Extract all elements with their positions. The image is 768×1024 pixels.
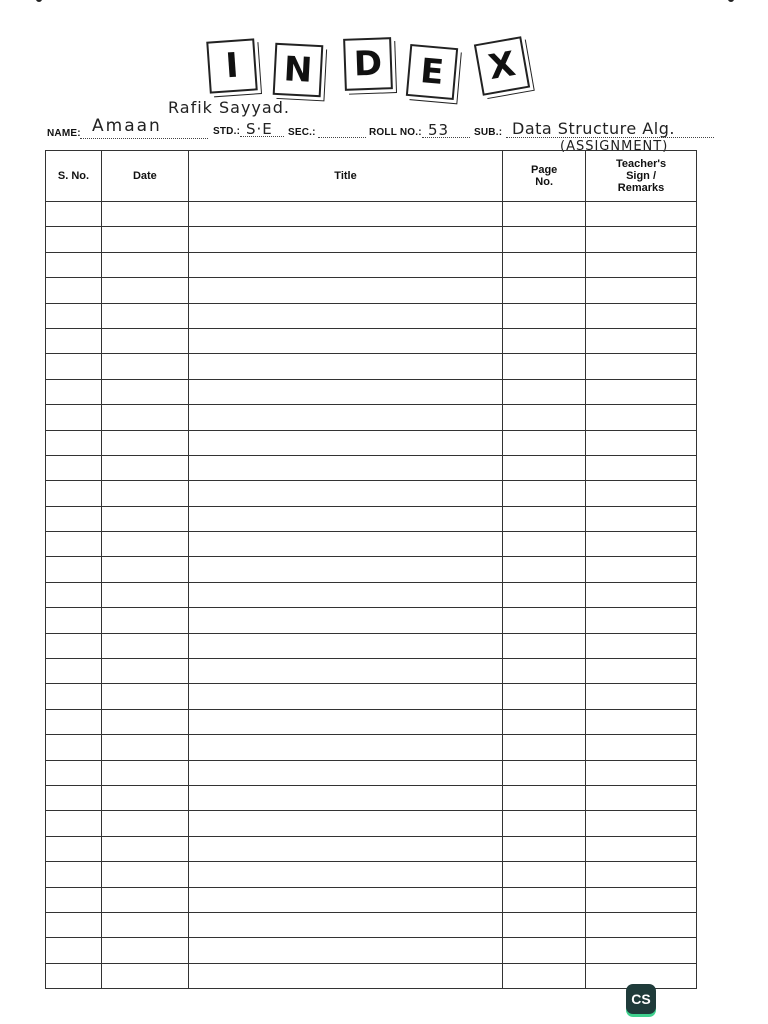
name-underline <box>80 138 208 139</box>
table-cell <box>188 760 502 785</box>
table-cell <box>503 455 586 480</box>
table-cell <box>586 582 697 607</box>
table-cell <box>188 633 502 658</box>
table-row <box>46 278 697 303</box>
table-cell <box>586 912 697 937</box>
table-cell <box>188 557 502 582</box>
table-cell <box>503 481 586 506</box>
table-cell <box>101 354 188 379</box>
table-cell <box>101 811 188 836</box>
table-row <box>46 659 697 684</box>
table-row <box>46 328 697 353</box>
table-cell <box>503 557 586 582</box>
roll-no-label: ROLL NO.: <box>369 127 422 138</box>
header-sign-line1: Teacher's <box>615 158 667 170</box>
table-cell <box>586 455 697 480</box>
table-cell <box>101 709 188 734</box>
table-cell <box>503 862 586 887</box>
table-cell <box>46 760 102 785</box>
table-cell <box>586 328 697 353</box>
table-cell <box>46 328 102 353</box>
table-cell <box>46 582 102 607</box>
table-cell <box>503 735 586 760</box>
title-letter-tile: I <box>206 38 258 93</box>
table-cell <box>101 252 188 277</box>
table-cell <box>586 227 697 252</box>
subject-value: Data Structure Alg. <box>512 119 675 138</box>
table-row <box>46 684 697 709</box>
table-row <box>46 481 697 506</box>
header-teacher-sign <box>586 151 697 202</box>
table-row <box>46 202 697 227</box>
table-cell <box>503 252 586 277</box>
header-page-line1: Page <box>531 164 558 176</box>
table-row <box>46 862 697 887</box>
table-cell <box>503 303 586 328</box>
table-row <box>46 506 697 531</box>
table-cell <box>503 659 586 684</box>
table-cell <box>188 684 502 709</box>
table-row <box>46 811 697 836</box>
table-cell <box>503 709 586 734</box>
table-cell <box>101 735 188 760</box>
roll-no-value: 53 <box>428 121 450 139</box>
table-cell <box>586 938 697 963</box>
page-corner-mark <box>728 0 734 2</box>
table-cell <box>46 785 102 810</box>
table-cell <box>46 811 102 836</box>
table-row <box>46 785 697 810</box>
table-cell <box>101 760 188 785</box>
table-cell <box>586 506 697 531</box>
table-cell <box>101 684 188 709</box>
table-cell <box>46 684 102 709</box>
table-cell <box>586 202 697 227</box>
table-cell <box>586 811 697 836</box>
table-row <box>46 354 697 379</box>
sec-underline <box>318 137 366 138</box>
std-value: S·E <box>246 120 273 138</box>
table-cell <box>503 582 586 607</box>
table-cell <box>188 354 502 379</box>
table-cell <box>503 379 586 404</box>
table-cell <box>46 633 102 658</box>
header-sno: S. No. <box>46 151 102 202</box>
table-cell <box>101 278 188 303</box>
table-cell <box>586 430 697 455</box>
title-letter-tile: X <box>474 36 530 96</box>
table-cell <box>46 836 102 861</box>
table-row <box>46 608 697 633</box>
table-cell <box>503 532 586 557</box>
table-cell <box>101 328 188 353</box>
title-letter-tile: N <box>273 43 324 97</box>
index-title <box>200 34 540 96</box>
table-cell <box>188 963 502 988</box>
table-cell <box>46 455 102 480</box>
table-cell <box>586 354 697 379</box>
table-cell <box>188 659 502 684</box>
table-cell <box>46 481 102 506</box>
table-cell <box>188 912 502 937</box>
table-cell <box>46 379 102 404</box>
table-cell <box>188 862 502 887</box>
table-cell <box>188 811 502 836</box>
index-table <box>45 150 697 989</box>
table-cell <box>586 659 697 684</box>
table-cell <box>586 836 697 861</box>
table-cell <box>586 557 697 582</box>
table-cell <box>46 735 102 760</box>
table-cell <box>101 582 188 607</box>
table-cell <box>503 633 586 658</box>
table-cell <box>101 557 188 582</box>
table-cell <box>188 735 502 760</box>
table-cell <box>586 760 697 785</box>
name-label: NAME: <box>47 128 81 139</box>
table-cell <box>188 379 502 404</box>
table-cell <box>101 532 188 557</box>
header-sign-line2: Sign / <box>626 170 657 182</box>
table-row <box>46 582 697 607</box>
table-body <box>46 202 697 989</box>
title-letter-tile: E <box>406 44 458 100</box>
name-value: Amaan <box>92 116 162 136</box>
table-row <box>46 735 697 760</box>
table-cell <box>586 303 697 328</box>
table-cell <box>46 303 102 328</box>
table-cell <box>188 278 502 303</box>
table-cell <box>586 633 697 658</box>
table-cell <box>503 836 586 861</box>
table-cell <box>503 938 586 963</box>
table-cell <box>188 202 502 227</box>
table-cell <box>46 887 102 912</box>
table-cell <box>586 532 697 557</box>
table-cell <box>101 506 188 531</box>
table-cell <box>188 887 502 912</box>
table-cell <box>503 278 586 303</box>
table-row <box>46 633 697 658</box>
table-cell <box>101 227 188 252</box>
table-cell <box>188 709 502 734</box>
table-row <box>46 532 697 557</box>
table-cell <box>46 532 102 557</box>
table-cell <box>46 430 102 455</box>
table-cell <box>586 785 697 810</box>
table-cell <box>188 328 502 353</box>
page-corner-mark <box>36 0 42 2</box>
table-cell <box>46 557 102 582</box>
table-cell <box>188 938 502 963</box>
table-cell <box>46 202 102 227</box>
table-cell <box>503 430 586 455</box>
table-cell <box>586 684 697 709</box>
table-cell <box>46 506 102 531</box>
table-cell <box>46 709 102 734</box>
table-cell <box>503 912 586 937</box>
table-cell <box>188 481 502 506</box>
table-cell <box>188 252 502 277</box>
table-cell <box>101 608 188 633</box>
camscanner-badge: CS <box>626 984 656 1014</box>
table-cell <box>503 963 586 988</box>
table-cell <box>586 709 697 734</box>
table-cell <box>46 963 102 988</box>
table-cell <box>503 811 586 836</box>
table-cell <box>46 252 102 277</box>
header-title: Title <box>188 151 502 202</box>
table-cell <box>101 202 188 227</box>
table-row <box>46 455 697 480</box>
table-cell <box>188 532 502 557</box>
table-cell <box>503 354 586 379</box>
table-cell <box>46 227 102 252</box>
table-cell <box>188 455 502 480</box>
header-page-line2: No. <box>535 176 554 188</box>
table-row <box>46 405 697 430</box>
title-letter-tile: D <box>343 37 393 91</box>
table-cell <box>188 430 502 455</box>
subject-note: (ASSIGNMENT) <box>560 139 669 154</box>
table-cell <box>188 582 502 607</box>
std-label: STD.: <box>213 126 241 137</box>
table-cell <box>46 608 102 633</box>
table-cell <box>46 862 102 887</box>
table-row <box>46 252 697 277</box>
table-cell <box>101 405 188 430</box>
table-cell <box>101 455 188 480</box>
table-cell <box>586 481 697 506</box>
table-cell <box>503 608 586 633</box>
table-cell <box>503 405 586 430</box>
table-cell <box>503 227 586 252</box>
table-cell <box>101 785 188 810</box>
table-cell <box>503 785 586 810</box>
table-cell <box>586 608 697 633</box>
table-cell <box>188 836 502 861</box>
table-cell <box>101 430 188 455</box>
table-row <box>46 912 697 937</box>
header-page-no <box>503 151 586 202</box>
table-cell <box>503 328 586 353</box>
sec-label: SEC.: <box>288 127 316 138</box>
table-cell <box>46 912 102 937</box>
table-cell <box>101 938 188 963</box>
table-cell <box>586 252 697 277</box>
table-cell <box>101 659 188 684</box>
table-cell <box>586 405 697 430</box>
table-cell <box>101 379 188 404</box>
table-cell <box>586 862 697 887</box>
table-cell <box>101 836 188 861</box>
table-row <box>46 760 697 785</box>
table-row <box>46 938 697 963</box>
table-cell <box>586 278 697 303</box>
table-cell <box>46 405 102 430</box>
table-cell <box>503 760 586 785</box>
table-header-row <box>46 151 697 202</box>
table-cell <box>188 227 502 252</box>
table-cell <box>188 506 502 531</box>
table-cell <box>101 887 188 912</box>
table-row <box>46 227 697 252</box>
table-row <box>46 379 697 404</box>
table-row <box>46 963 697 988</box>
table-row <box>46 709 697 734</box>
table-cell <box>503 506 586 531</box>
table-cell <box>101 862 188 887</box>
table-row <box>46 887 697 912</box>
subject-label: SUB.: <box>474 127 503 138</box>
table-cell <box>101 303 188 328</box>
table-cell <box>46 938 102 963</box>
table-cell <box>586 887 697 912</box>
header-sign-line3: Remarks <box>617 182 665 194</box>
handwritten-extra-name: Rafik Sayyad. <box>168 98 290 117</box>
table-cell <box>101 963 188 988</box>
table-cell <box>586 735 697 760</box>
table-cell <box>586 379 697 404</box>
table-row <box>46 557 697 582</box>
table-cell <box>46 278 102 303</box>
table-cell <box>101 912 188 937</box>
table-cell <box>188 405 502 430</box>
table-row <box>46 430 697 455</box>
table-cell <box>101 481 188 506</box>
table-cell <box>101 633 188 658</box>
table-cell <box>46 354 102 379</box>
table-row <box>46 303 697 328</box>
table-cell <box>188 608 502 633</box>
table-cell <box>503 684 586 709</box>
table-row <box>46 836 697 861</box>
table-cell <box>188 303 502 328</box>
table-cell <box>503 887 586 912</box>
table-cell <box>188 785 502 810</box>
table-cell <box>503 202 586 227</box>
header-date: Date <box>101 151 188 202</box>
table-cell <box>46 659 102 684</box>
